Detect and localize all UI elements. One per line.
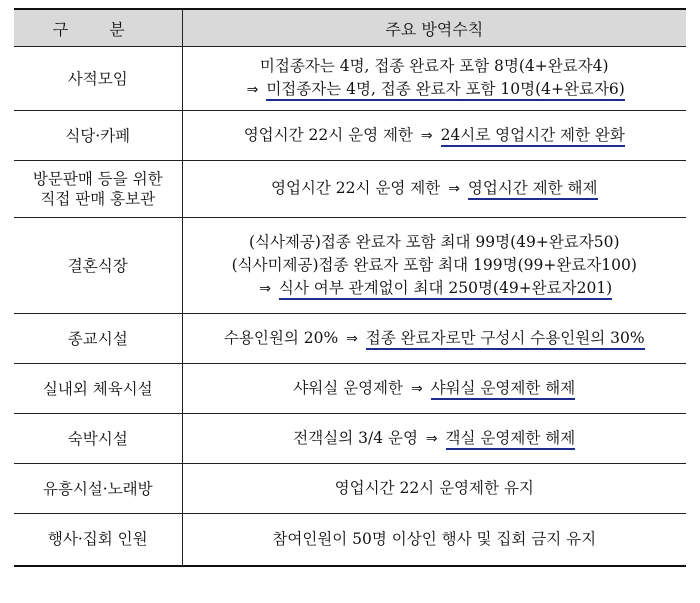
table-row bbox=[14, 414, 686, 464]
table-row bbox=[14, 464, 686, 514]
category-line: 방문판매 등을 위한 bbox=[32, 170, 163, 188]
row-category bbox=[14, 161, 182, 218]
quarantine-rules-table bbox=[14, 8, 686, 567]
policy-line bbox=[183, 477, 687, 500]
row-policy bbox=[182, 314, 686, 364]
table-row bbox=[14, 218, 686, 314]
policy-line bbox=[183, 327, 687, 351]
policy-line bbox=[183, 377, 687, 401]
row-policy bbox=[182, 364, 686, 414]
table-row bbox=[14, 514, 686, 566]
policy-after: 샤워실 운영제한 해제 bbox=[431, 379, 576, 400]
row-policy bbox=[182, 47, 686, 111]
category-line: 직접 판매 홍보관 bbox=[40, 190, 156, 208]
policy-before: 참여인원이 50명 이상인 행사 및 집회 금지 유지 bbox=[272, 529, 597, 548]
policy-line bbox=[183, 78, 687, 102]
row-category: 결혼식장 bbox=[14, 218, 182, 314]
policy-after: 접종 완료자로만 구성시 수용인원의 30% bbox=[366, 329, 645, 350]
arrow-icon: ⇒ bbox=[346, 330, 358, 347]
row-policy bbox=[182, 414, 686, 464]
arrow-icon: ⇒ bbox=[448, 181, 460, 197]
policy-line bbox=[183, 177, 687, 201]
row-category: 유흥시설·노래방 bbox=[14, 464, 182, 514]
table-row bbox=[14, 314, 686, 364]
row-category: 행사·집회 인원 bbox=[14, 514, 182, 566]
policy-line bbox=[183, 124, 687, 148]
row-category: 숙박시설 bbox=[14, 414, 182, 464]
policy-before: 영업시간 22시 운영제한 유지 bbox=[334, 479, 534, 497]
arrow-icon: ⇒ bbox=[410, 380, 423, 397]
row-category: 사적모임 bbox=[14, 47, 182, 111]
policy-before: 전객실의 3/4 운영 bbox=[293, 428, 418, 447]
row-category: 식당·카페 bbox=[14, 111, 182, 161]
table-row bbox=[14, 47, 686, 111]
policy-line bbox=[183, 427, 687, 451]
policy-line bbox=[183, 55, 687, 78]
policy-line bbox=[183, 277, 687, 301]
arrow-icon: ⇒ bbox=[259, 280, 271, 297]
policy-before: 영업시간 22시 운영 제한 bbox=[270, 179, 441, 197]
arrow-icon: ⇒ bbox=[425, 430, 438, 447]
table-row bbox=[14, 111, 686, 161]
table-row bbox=[14, 161, 686, 218]
policy-after: 24시로 영업시간 제한 완화 bbox=[441, 126, 625, 147]
header-category: 구 분 bbox=[14, 9, 182, 47]
table-header-row bbox=[14, 9, 686, 47]
policy-after: 객실 운영제한 해제 bbox=[446, 429, 576, 450]
policy-before: 샤워실 운영제한 bbox=[293, 378, 403, 397]
policy-before: 수용인원의 20% bbox=[223, 328, 339, 347]
policy-before: (식사제공)접종 완료자 포함 최대 99명(49+완료자50) bbox=[248, 232, 620, 251]
policy-after: 식사 여부 관계없이 최대 250명(49+완료자201) bbox=[279, 279, 612, 300]
policy-after: 미접종자는 4명, 접종 완료자 포함 10명(4+완료자6) bbox=[266, 80, 625, 101]
policy-after: 영업시간 제한 해제 bbox=[468, 179, 598, 200]
row-policy bbox=[182, 161, 686, 218]
policy-line bbox=[183, 231, 687, 254]
row-policy bbox=[182, 111, 686, 161]
row-policy bbox=[182, 464, 686, 514]
policy-line bbox=[183, 254, 687, 277]
policy-before: (식사미제공)접종 완료자 포함 최대 199명(99+완료자100) bbox=[231, 255, 637, 274]
arrow-icon: ⇒ bbox=[246, 82, 259, 98]
row-policy bbox=[182, 514, 686, 566]
row-category: 실내외 체육시설 bbox=[14, 364, 182, 414]
policy-before: 미접종자는 4명, 접종 완료자 포함 8명(4+완료자4) bbox=[259, 57, 609, 75]
header-policy: 주요 방역수칙 bbox=[182, 9, 686, 47]
table-row bbox=[14, 364, 686, 414]
arrow-icon: ⇒ bbox=[420, 127, 433, 144]
policy-before: 영업시간 22시 운영 제한 bbox=[243, 125, 413, 144]
row-policy bbox=[182, 218, 686, 314]
row-category: 종교시설 bbox=[14, 314, 182, 364]
policy-line bbox=[183, 528, 687, 551]
